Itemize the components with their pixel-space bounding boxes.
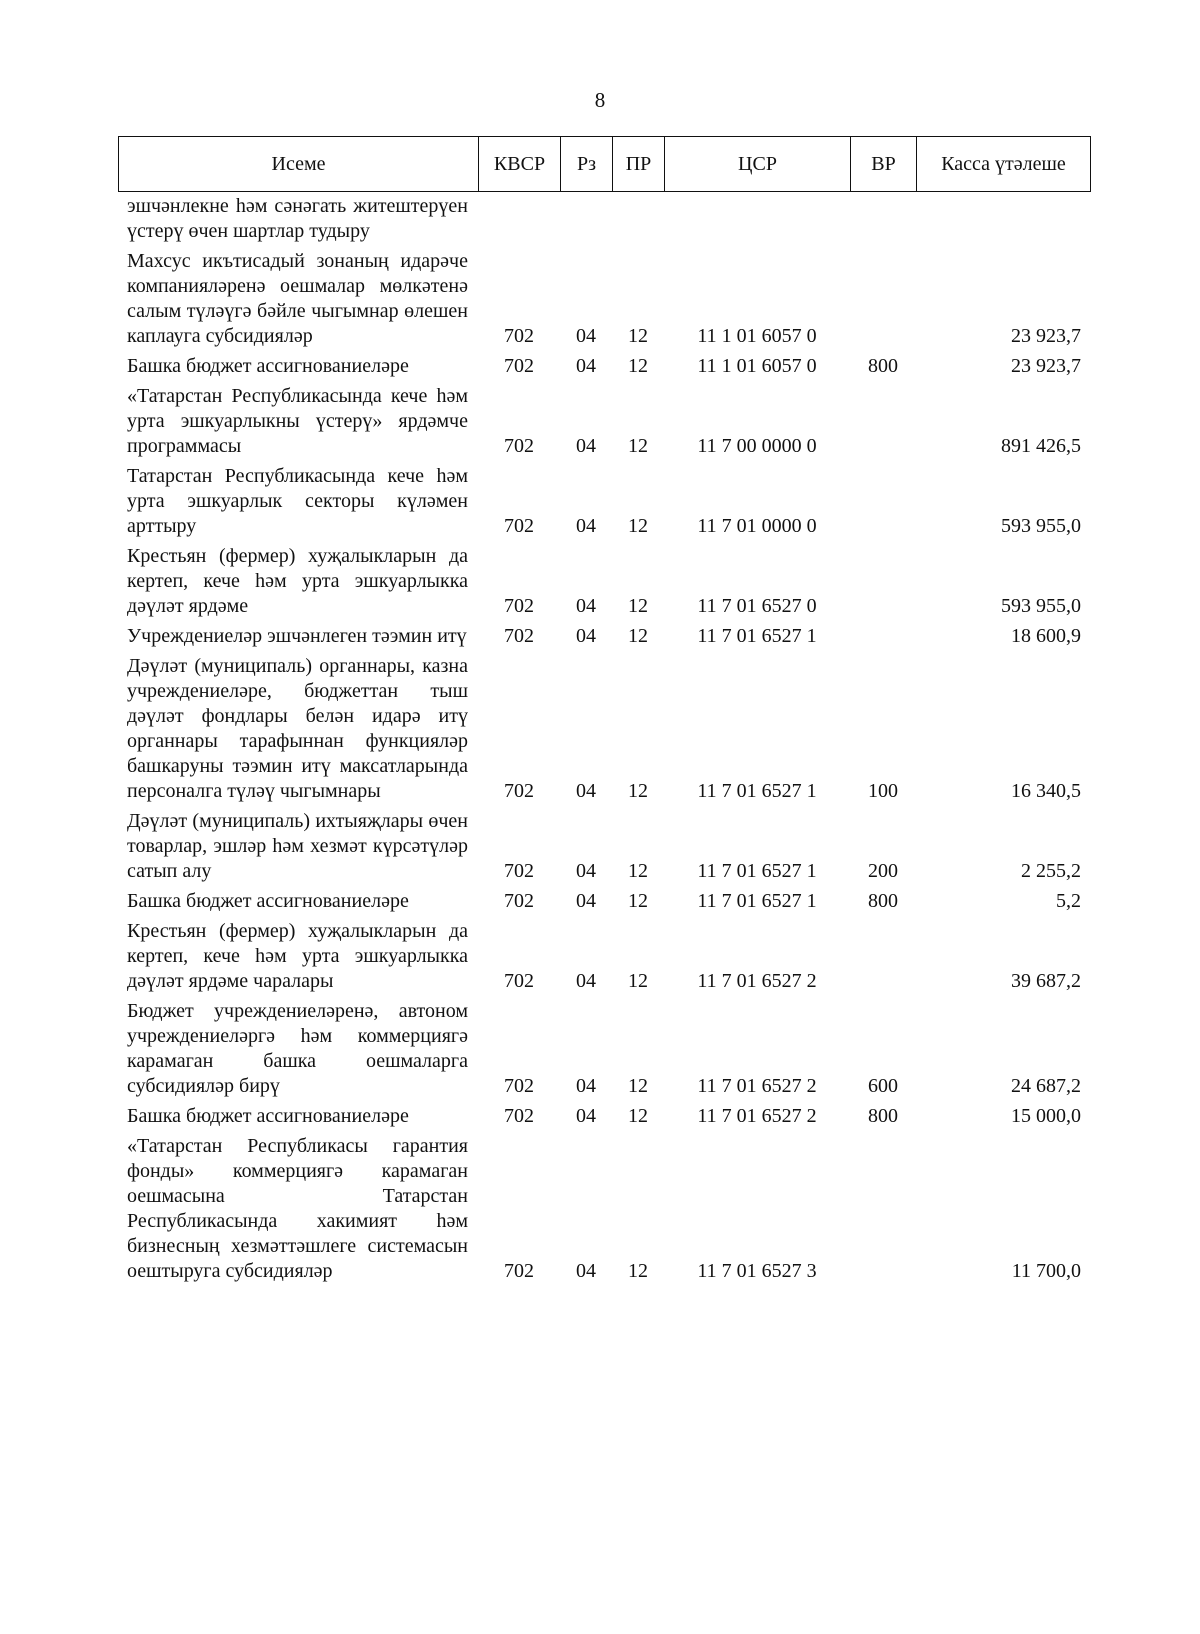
row-kvsr: 702 (504, 355, 534, 377)
row-rz: 04 (576, 1075, 596, 1097)
row-sum: 11 700,0 (1011, 1260, 1081, 1282)
row-csr: 11 7 01 6527 1 (697, 780, 817, 802)
table-row (0, 464, 1200, 539)
row-vr: 800 (868, 355, 898, 377)
table-row (0, 354, 1200, 379)
row-csr: 11 7 01 6527 2 (697, 1075, 817, 1097)
row-pr: 12 (628, 1105, 648, 1127)
row-sum: 593 955,0 (1001, 515, 1081, 537)
row-kvsr: 702 (504, 435, 534, 457)
row-csr: 11 7 01 6527 0 (697, 595, 817, 617)
row-rz: 04 (576, 435, 596, 457)
row-csr: 11 7 01 6527 1 (697, 860, 817, 882)
row-vr: 200 (868, 860, 898, 882)
row-rz: 04 (576, 1260, 596, 1282)
row-sum: 5,2 (1056, 890, 1081, 912)
row-sum: 23 923,7 (1011, 355, 1081, 377)
row-pr: 12 (628, 355, 648, 377)
row-name: Крестьян (фермер) хуҗалыкларын да кертеп, кече һәм урта эшкуарлыкка дәүләт ярдәме (127, 545, 468, 617)
row-name: Башка бюджет ассигнованиеләре (127, 355, 409, 377)
row-pr: 12 (628, 435, 648, 457)
table-row (0, 544, 1200, 619)
table-row (0, 654, 1200, 804)
row-kvsr: 702 (504, 325, 534, 347)
row-name: «Татарстан Республикасында кече һәм урта эшкуарлыкны үстерү» ярдәмче программасы (127, 385, 468, 457)
row-name: Татарстан Республикасында кече һәм урта эшкуарлык секторы күләмен арттыру (127, 465, 468, 537)
row-name: Крестьян (фермер) хуҗалыкларын да кертеп, кече һәм урта эшкуарлыкка дәүләт ярдәме чаралары (127, 920, 468, 992)
table-row (0, 624, 1200, 649)
header-csr: ЦСР (665, 137, 851, 192)
row-pr: 12 (628, 595, 648, 617)
row-rz: 04 (576, 890, 596, 912)
row-pr: 12 (628, 1075, 648, 1097)
row-sum: 23 923,7 (1011, 325, 1081, 347)
row-csr: 11 7 01 6527 2 (697, 1105, 817, 1127)
row-sum: 593 955,0 (1001, 595, 1081, 617)
row-sum: 39 687,2 (1011, 970, 1081, 992)
row-sum: 18 600,9 (1011, 625, 1081, 647)
row-name: Учреждениеләр эшчәнлеген тәэмин итү (127, 625, 467, 647)
row-pr: 12 (628, 1260, 648, 1282)
row-rz: 04 (576, 1105, 596, 1127)
row-vr: 800 (868, 1105, 898, 1127)
row-pr: 12 (628, 780, 648, 802)
row-rz: 04 (576, 970, 596, 992)
row-rz: 04 (576, 780, 596, 802)
row-sum: 2 255,2 (1021, 860, 1081, 882)
row-csr: 11 7 01 6527 1 (697, 890, 817, 912)
row-pr: 12 (628, 515, 648, 537)
row-vr: 100 (868, 780, 898, 802)
row-kvsr: 702 (504, 1075, 534, 1097)
table-row (0, 1104, 1200, 1129)
table-row (0, 194, 1200, 244)
row-rz: 04 (576, 860, 596, 882)
row-name: «Татарстан Республикасы гарантия фонды» коммерциягә карамаган оешмасына Татарстан Республикасында хакимият һәм бизнесның хезмәттәшлеге системасын оештыруга субсидияләр (127, 1135, 468, 1282)
row-rz: 04 (576, 515, 596, 537)
table-row (0, 1134, 1200, 1284)
row-pr: 12 (628, 970, 648, 992)
row-kvsr: 702 (504, 595, 534, 617)
row-kvsr: 702 (504, 1260, 534, 1282)
row-pr: 12 (628, 860, 648, 882)
table-row (0, 919, 1200, 994)
row-kvsr: 702 (504, 780, 534, 802)
table-row (0, 249, 1200, 349)
table-header (118, 136, 1091, 192)
header-name: Исеме (119, 137, 479, 192)
row-pr: 12 (628, 325, 648, 347)
row-name: Дәүләт (муниципаль) органнары, казна учреждениеләре, бюджеттан тыш дәүләт фондлары белән идарә итү органнары тарафыннан функцияләр башкаруны тәэмин итү максатларында персоналга түләү чыгымнары (127, 655, 468, 802)
table-row (0, 999, 1200, 1099)
table-row (0, 889, 1200, 914)
row-vr: 800 (868, 890, 898, 912)
row-name: Дәүләт (муниципаль) ихтыяҗлары өчен товарлар, эшләр һәм хезмәт күрсәтүләр сатып алу (127, 810, 468, 882)
header-sum: Касса үтәлеше (917, 137, 1091, 192)
row-rz: 04 (576, 355, 596, 377)
row-sum: 16 340,5 (1011, 780, 1081, 802)
row-csr: 11 7 00 0000 0 (697, 435, 817, 457)
table-row (0, 809, 1200, 884)
row-rz: 04 (576, 595, 596, 617)
page-number: 8 (594, 88, 606, 112)
row-csr: 11 1 01 6057 0 (697, 325, 817, 347)
header-kvsr: КВСР (479, 137, 561, 192)
table-body (0, 194, 1200, 1284)
header-vr: ВР (851, 137, 917, 192)
row-name: эшчәнлекне һәм сәнәгать житештерүен үстерү өчен шартлар тудыру (127, 195, 468, 242)
row-name: Махсус икътисадый зонаның идарәче компанияләренә оешмалар мөлкәтенә салым түләүгә бәйле чыгымнар өлешен каплауга субсидияләр (127, 250, 468, 347)
row-csr: 11 7 01 6527 1 (697, 625, 817, 647)
header-pr: ПР (613, 137, 665, 192)
row-rz: 04 (576, 325, 596, 347)
row-sum: 24 687,2 (1011, 1075, 1081, 1097)
row-kvsr: 702 (504, 1105, 534, 1127)
row-csr: 11 1 01 6057 0 (697, 355, 817, 377)
row-pr: 12 (628, 625, 648, 647)
table-row (0, 384, 1200, 459)
row-name: Бюджет учреждениеләренә, автоном учреждениеләргә һәм коммерциягә карамаган башка оешмаларга субсидияләр бирү (127, 1000, 468, 1097)
row-sum: 15 000,0 (1011, 1105, 1081, 1127)
row-kvsr: 702 (504, 860, 534, 882)
row-sum: 891 426,5 (1001, 435, 1081, 457)
row-pr: 12 (628, 890, 648, 912)
row-vr: 600 (868, 1075, 898, 1097)
row-csr: 11 7 01 6527 2 (697, 970, 817, 992)
row-name: Башка бюджет ассигнованиеләре (127, 890, 409, 912)
row-rz: 04 (576, 625, 596, 647)
row-csr: 11 7 01 6527 3 (697, 1260, 817, 1282)
row-kvsr: 702 (504, 515, 534, 537)
row-kvsr: 702 (504, 625, 534, 647)
row-csr: 11 7 01 0000 0 (697, 515, 817, 537)
header-rz: Рз (561, 137, 613, 192)
row-name: Башка бюджет ассигнованиеләре (127, 1105, 409, 1127)
row-kvsr: 702 (504, 970, 534, 992)
row-kvsr: 702 (504, 890, 534, 912)
